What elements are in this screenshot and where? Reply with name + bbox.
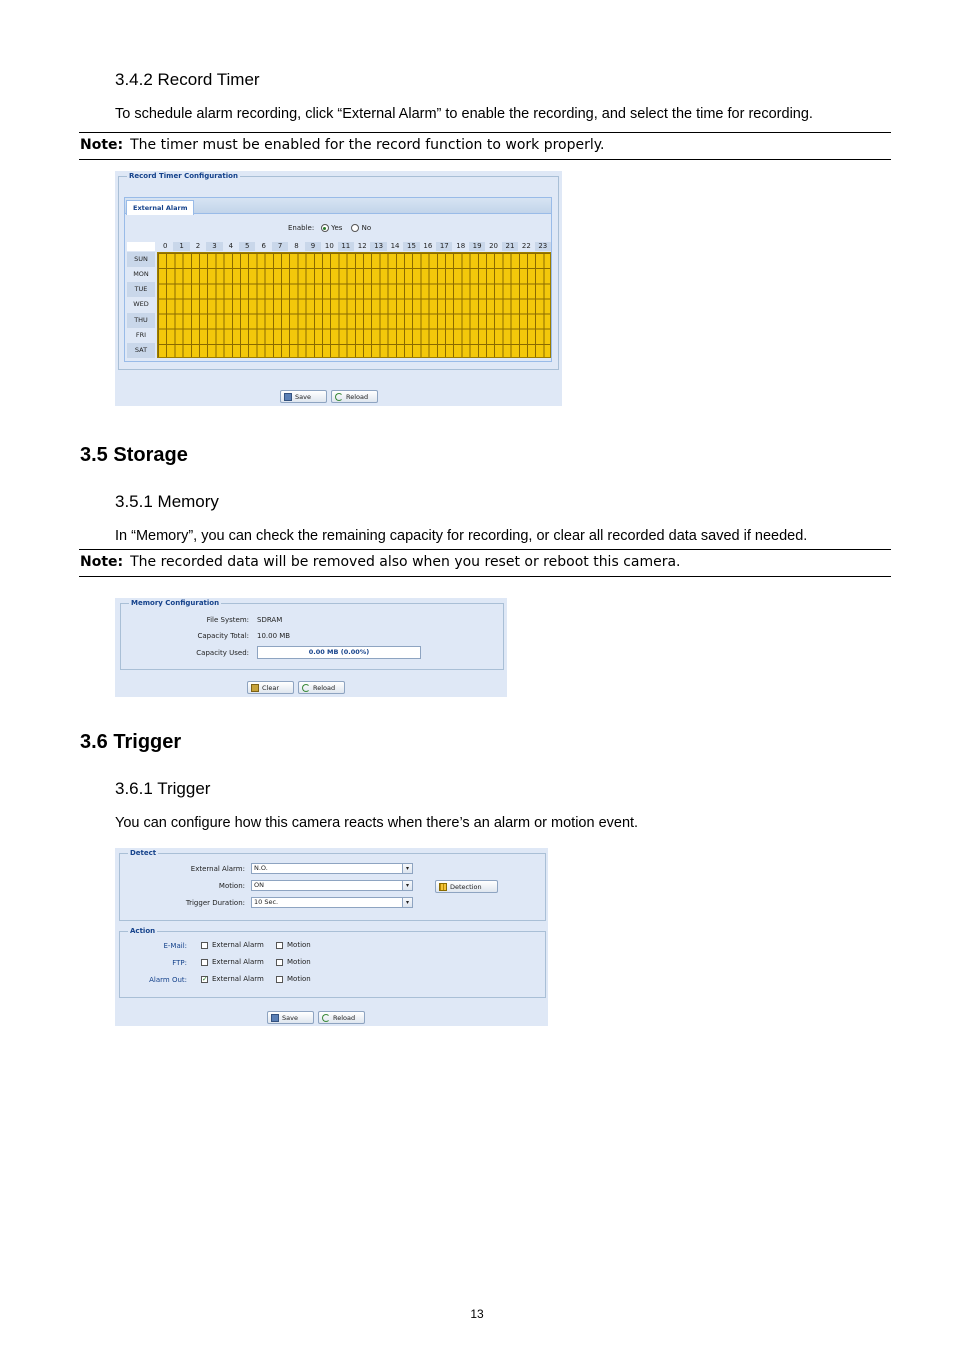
reload-button[interactable] [318,1011,365,1024]
action-legend: Action [130,927,156,935]
save-icon [284,393,292,401]
trigger-screenshot [115,848,548,1026]
alarm-out-external-alarm-checkbox[interactable] [201,976,208,983]
record-timer-screenshot [115,171,562,406]
alarm-out-motion-label: Motion [287,975,311,983]
email-motion-label: Motion [287,941,311,949]
hour-label[interactable]: 11 [338,242,354,251]
chevron-down-icon: ▾ [402,898,412,907]
alarm-out-motion-checkbox[interactable] [276,976,283,983]
save-label: Save [282,1013,298,1022]
day-label[interactable]: WED [133,300,149,309]
hour-label[interactable]: 15 [403,242,419,251]
alarm-out-external-alarm-label: External Alarm [212,975,264,983]
reload-label: Reload [333,1013,356,1022]
email-external-alarm-label: External Alarm [212,941,264,949]
email-motion-checkbox[interactable] [276,942,283,949]
note-text: The timer must be enabled for the record function to work properly. [130,137,605,153]
grid-icon [439,883,447,891]
capacity-used-bar: 0.00 MB (0.00%) [257,646,421,659]
hour-label[interactable]: 8 [294,242,299,250]
hour-label[interactable]: 5 [239,242,255,251]
alarm-out-label: Alarm Out: [149,976,187,984]
external-alarm-select[interactable] [251,863,413,874]
section-heading-memory: 3.5.1 Memory [115,492,219,511]
hour-label[interactable]: 23 [535,242,551,251]
save-icon [271,1014,279,1022]
reload-icon [322,1014,330,1022]
chevron-down-icon: ▾ [402,881,412,890]
hour-label[interactable]: 18 [456,242,466,250]
hour-label[interactable]: 10 [324,242,334,250]
trigger-duration-select[interactable] [251,897,413,908]
note-memory [79,549,891,577]
note-record-timer [79,132,891,160]
section-heading-trigger: 3.6 Trigger [80,731,182,753]
note-label: Note: [80,137,124,153]
memory-paragraph: In “Memory”, you can check the remaining capacity for recording, or clear all recorded data saved if needed. [115,528,808,544]
memory-screenshot [115,598,507,697]
external-alarm-value: N.O. [254,864,268,872]
hour-label[interactable]: 16 [423,242,433,250]
hour-label[interactable]: 0 [162,242,168,250]
reload-label: Reload [313,683,336,692]
day-label[interactable]: FRI [135,330,147,339]
section-heading-record-timer: 3.4.2 Record Timer [115,70,260,89]
day-label[interactable]: TUE [127,282,155,297]
trigger-duration-label: Trigger Duration: [185,899,245,907]
hour-label[interactable]: 1 [173,242,189,251]
file-system-value: SDRAM [257,616,283,624]
day-label[interactable]: MON [133,270,149,279]
motion-value: ON [254,881,264,889]
email-external-alarm-checkbox[interactable] [201,942,208,949]
grid-corner [127,242,155,251]
save-button[interactable] [267,1011,314,1024]
enable-yes-label: Yes [331,224,343,232]
motion-label: Motion: [218,882,245,890]
reload-label: Reload [346,392,369,401]
hour-label[interactable]: 3 [206,242,222,251]
detection-button[interactable] [435,880,498,893]
chevron-down-icon: ▾ [402,864,412,873]
section-heading-trigger-sub: 3.6.1 Trigger [115,779,211,798]
hour-label[interactable]: 7 [272,242,288,251]
hour-label[interactable]: 12 [357,242,367,250]
hour-label[interactable]: 6 [261,242,266,250]
capacity-total-value: 10.00 MB [257,632,291,640]
ftp-motion-checkbox[interactable] [276,959,283,966]
record-timer-legend: Record Timer Configuration [129,172,238,180]
capacity-used-label: Capacity Used: [196,649,249,657]
enable-row [288,224,371,232]
ftp-motion-label: Motion [287,958,311,966]
ftp-external-alarm-label: External Alarm [212,958,264,966]
trigger-paragraph: You can configure how this camera reacts when there’s an alarm or motion event. [115,815,639,831]
ftp-external-alarm-checkbox[interactable] [201,959,208,966]
detect-legend: Detect [130,849,157,857]
hour-label[interactable]: 13 [370,242,386,251]
day-label[interactable]: THU [127,313,155,328]
hour-label[interactable]: 9 [305,242,321,251]
hour-label[interactable]: 21 [502,242,518,251]
trigger-duration-value: 10 Sec. [254,898,279,906]
file-system-label: File System: [206,616,249,624]
section-heading-storage: 3.5 Storage [80,444,188,466]
hour-label[interactable]: 2 [195,242,201,250]
day-label[interactable]: SAT [127,343,155,358]
checkmark-icon: ✓ [202,975,208,983]
ftp-label: FTP: [172,959,187,967]
timer-grid [127,242,551,358]
clear-icon [251,684,259,692]
motion-select[interactable] [251,880,413,891]
day-label[interactable]: SUN [127,252,155,267]
hour-label[interactable]: 14 [390,242,400,250]
page-number: 13 [470,1307,484,1321]
detection-label: Detection [450,882,482,891]
save-label: Save [295,392,311,401]
email-label: E-Mail: [163,942,187,950]
reload-icon [302,684,310,692]
enable-yes-radio[interactable] [321,224,329,232]
enable-no-label: No [361,224,372,232]
tab-external-alarm[interactable]: External Alarm [126,200,194,215]
hour-label[interactable]: 17 [436,242,452,251]
timer-cells[interactable] [157,252,551,358]
record-timer-paragraph: To schedule alarm recording, click “External Alarm” to enable the recording, and select the time for recording. [115,106,813,122]
enable-no-radio[interactable] [351,224,359,232]
hour-label[interactable]: 19 [469,242,485,251]
memory-legend: Memory Configuration [131,599,220,607]
hour-label[interactable]: 4 [228,242,234,250]
hour-label[interactable]: 22 [521,242,531,250]
note-text: The recorded data will be removed also when you reset or reboot this camera. [130,554,681,570]
reload-button[interactable] [331,390,378,403]
clear-button[interactable] [247,681,294,694]
note-label: Note: [80,554,124,570]
clear-label: Clear [262,683,279,692]
hour-label[interactable]: 20 [489,242,498,250]
capacity-total-label: Capacity Total: [197,632,249,640]
external-alarm-label: External Alarm: [190,865,245,873]
reload-button[interactable] [298,681,345,694]
save-button[interactable] [280,390,327,403]
enable-label: Enable: [288,224,315,232]
reload-icon [335,393,343,401]
